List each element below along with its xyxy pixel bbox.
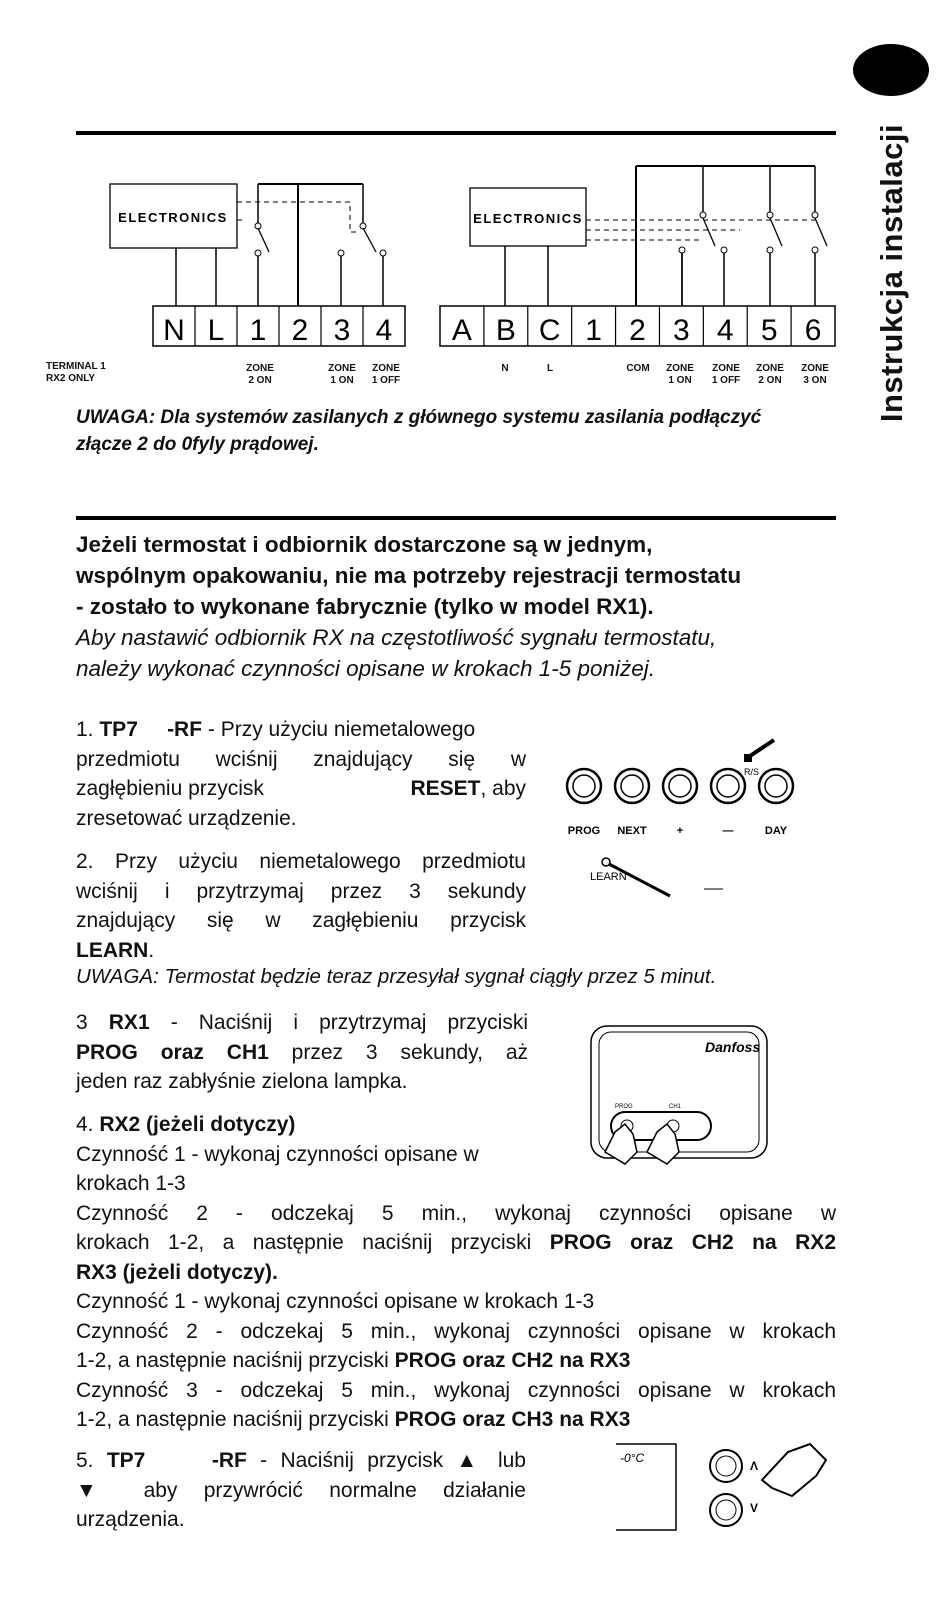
terminal-label: 2 (291, 314, 309, 347)
thermostat-figure (562, 730, 812, 905)
terminal-label: 3 (673, 314, 690, 347)
terminal-label: 4 (716, 314, 734, 347)
terminal-label: N (163, 314, 185, 347)
zone-label: ZONE 1 OFF (711, 363, 741, 386)
label-n: N (501, 363, 509, 374)
terminal-label: L (207, 314, 225, 347)
intro-bold: Jeżeli termostat i odbiornik dostarczone są w jednym, wspólnym opakowaniu, nie ma potrzeby rejestracji termostatu - zostało to wykonane fabrycznie (tylko w model RX1). (76, 532, 742, 619)
terminal-label: 1 (249, 314, 267, 347)
step-1: 1. TP7 -RF - Przy użyciu niemetalowego przedmiotu wciśnij znajdujący się w zagłębieniu przycisk RESET, aby zresetować urządzenie. (76, 718, 526, 830)
top-rule (76, 131, 836, 135)
display-readout: -0°C (620, 1451, 645, 1465)
zone-label: ZONE 2 ON (246, 363, 274, 386)
label-com: COM (626, 363, 650, 374)
intro-italic: Aby nastawić odbiornik RX na częstotliwość sygnału termostatu, należy wykonać czynności opisane w krokach 1-5 poniżej. (76, 625, 717, 681)
ch1-label: CH1 (669, 1104, 682, 1110)
thermostat-button-label: + (676, 825, 684, 837)
zone-label: ZONE 2 ON (756, 363, 784, 386)
up-label: Λ (750, 1459, 759, 1473)
terminal-label: 1 (585, 314, 602, 347)
zone-label: ZONE 1 ON (328, 363, 356, 386)
rs-label: R/S (744, 767, 760, 777)
thermostat-button-label: — (722, 825, 734, 837)
note-learn: UWAGA: Termostat będzie teraz przesyłał sygnał ciągły przez 5 minut. (76, 965, 717, 988)
side-title: Instrukcja instalacji (874, 123, 909, 423)
note-wiring: UWAGA: Dla systemów zasilanych z głównego systemu zasilania podłączyć złącze 2 do 0fyly prądowej. (76, 407, 762, 455)
zone-label: ZONE 1 OFF (371, 363, 401, 386)
terminal-label: C (538, 314, 561, 347)
thermostat-button-label: PROG (567, 825, 601, 837)
zone-label: ZONE 1 ON (666, 363, 694, 386)
terminal-label: A (451, 314, 472, 347)
step-2: 2. Przy użyciu niemetalowego przedmiotu wciśnij i przytrzymaj przez 3 sekundy znajdujący się w zagłębieniu przycisk LEARN. (76, 850, 526, 962)
zone-label: ZONE 3 ON (801, 363, 829, 386)
terminal-note: TERMINAL 1 RX2 ONLY (46, 361, 106, 384)
thermostat-button-label: DAY (764, 825, 788, 837)
terminal-label: B (495, 314, 516, 347)
electronics-label-right: ELECTRONICS (473, 211, 583, 226)
terminal-label: 3 (333, 314, 351, 347)
wiring-diagram (40, 160, 840, 390)
learn-label: LEARN (590, 871, 627, 883)
arrows-figure (612, 1440, 834, 1540)
prog-label: PROG (615, 1104, 633, 1110)
label-l: L (546, 363, 554, 374)
terminal-label: 4 (375, 314, 393, 347)
electronics-label-left: ELECTRONICS (118, 210, 228, 225)
thermostat-button-label: NEXT (617, 825, 647, 837)
step-5: 5. TP7 -RF - Naciśnij przycisk ▲ lub ▼ aby przywrócić normalne działanie urządzenia. (76, 1449, 526, 1531)
terminal-label: 6 (804, 314, 822, 347)
mid-rule (76, 516, 836, 520)
brand-logo: Danfoss (705, 1039, 761, 1055)
terminal-label: 5 (760, 314, 778, 347)
terminal-label: 2 (629, 314, 646, 347)
section-tab (853, 44, 929, 96)
down-label: V (750, 1501, 759, 1515)
step-3: 3 RX1 - Naciśnij i przytrzymaj przyciski PROG oraz CH1 przez 3 sekundy, aż jeden raz zabłyśnie zielona lampka. (76, 1011, 529, 1093)
step-4: 4. RX2 (jeżeli dotyczy) Czynność 1 - wykonaj czynności opisane w krokach 1-3 Czynność 2 - odczekaj 5 min., wykonaj czynności opisane w krokach 1-2, a następnie naciśnij przyciski PROG oraz CH2 na RX2 RX3 (jeżeli dotyczy). Czynność 1 - wykonaj czynności opisane w krokach 1-3 Czynność 2 - odczekaj 5 min., wykonaj czynności opisane w krokach 1-2, a następnie naciśnij przyciski PROG oraz CH2 na RX3 Czynność 3 - odczekaj 5 min., wykonaj czynności opisane w krokach 1-2, a następnie naciśnij przyciski PROG oraz CH3 na RX3 (76, 1113, 836, 1431)
